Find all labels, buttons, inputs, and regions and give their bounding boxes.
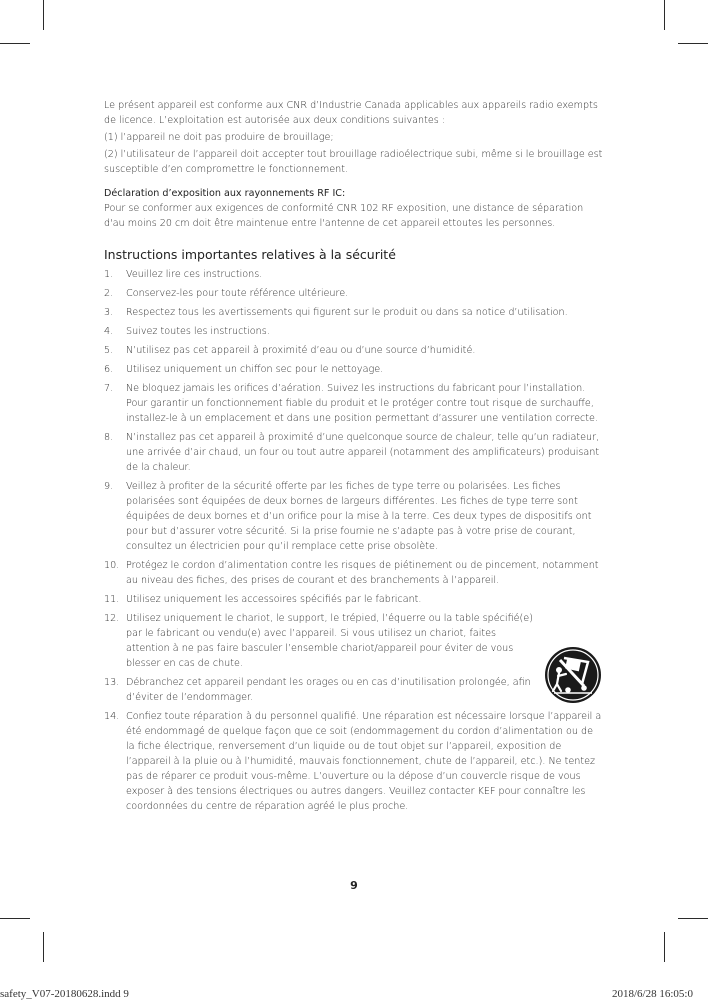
item-text: Débranchez cet appareil pendant les orages ou en cas d’inutilisation prolongée, afin d’éviter de l’endommager. (126, 677, 531, 703)
item-number: 11. (104, 594, 120, 605)
item-number: 4. (104, 326, 114, 337)
page-number: 9 (350, 879, 358, 892)
item-text: Veuillez lire ces instructions. (126, 269, 263, 280)
item-number: 5. (104, 345, 114, 356)
item-number: 14. (104, 711, 120, 722)
item-number: 13. (104, 677, 120, 688)
crop-mark (0, 43, 30, 44)
list-item (104, 611, 604, 671)
cart-tip-over-warning-icon (544, 646, 602, 704)
item-text: Utilisez uniquement les accessoires spécifiés par le fabricant. (126, 594, 422, 605)
item-number: 7. (104, 383, 114, 394)
item-number: 6. (104, 364, 114, 375)
list-item (104, 362, 604, 377)
item-text: N’utilisez pas cet appareil à proximité d’eau ou d’une source d’humidité. (126, 345, 476, 356)
rf-text: Pour se conformer aux exigences de conformité CNR 102 RF exposition, une distance de séparation d'au moins 20 cm doit être maintenue entre l'antenne de cet appareil ettoutes les personnes. (104, 203, 584, 229)
list-item (104, 324, 604, 339)
list-item (104, 479, 604, 554)
item-text: Conservez-les pour toute référence ultérieure. (126, 288, 349, 299)
item-number: 1. (104, 269, 114, 280)
safety-title: Instructions importantes relatives à la sécurité (104, 247, 396, 262)
list-item (104, 343, 604, 358)
list-item (104, 558, 604, 588)
item-text: Utilisez uniquement le chariot, le support, le trépied, l’équerre ou la table spécifié(e) par le fabricant ou vendu(e) avec l’appareil. Si vous utilisez un chariot, faites attention à ne pas faire basculer l’ensemble chariot/appareil pour éviter de vous blesser en cas de chute. (126, 613, 533, 669)
item-number: 10. (104, 560, 120, 571)
list-item (104, 592, 604, 607)
crop-mark (678, 43, 708, 44)
item-text: Utilisez uniquement un chiffon sec pour le nettoyage. (126, 364, 384, 375)
list-item (104, 286, 604, 301)
item-text: Veillez à profiter de la sécurité offerte par les fiches de type terre ou polarisées. Les fiches polarisées sont équipées de deux bornes de largeurs différentes. Les fiches de type terre sont équipées de deux bornes et d’un orifice pour la mise à la terre. Ces deux types de dispositifs ont pour but d’assurer votre sécurité. Si la prise fournie ne s’adapte pas à votre prise de courant, consultez un électricien pour qu’il remplace cette prise obsolète. (126, 481, 592, 552)
crop-mark (664, 0, 665, 30)
item-text: N’installez pas cet appareil à proximité d’une quelconque source de chaleur, telle qu’un radiateur, une arrivée d’air chaud, un four ou tout autre appareil (notamment des amplificateurs) produisant de la chaleur. (126, 432, 600, 473)
safety-list (104, 267, 604, 814)
crop-mark (43, 0, 44, 30)
print-slug-timestamp: 2018/6/28 16:05:0 (612, 988, 693, 1000)
item-text: Suivez toutes les instructions. (126, 326, 270, 337)
item-text: Confiez toute réparation à du personnel qualifié. Une réparation est nécessaire lorsque l’appareil a été endommagé de quelque façon que ce soit (endommagement du cordon d’alimentation ou de la fiche électrique, renversement d’un liquide ou de tout objet sur l’appareil, exposition de l’appareil à la pluie ou à l’humidité, mauvais fonctionnement, chute de l’appareil, etc.). Ne tentez pas de réparer ce produit vous-même. L’ouverture ou la dépose d’un couvercle risque de vous exposer à des tensions électriques ou autres dangers. Veuillez contacter KEF pour connaître les coordonnées du centre de réparation agréé le plus proche. (126, 711, 602, 812)
crop-mark (664, 932, 665, 962)
item-number: 12. (104, 613, 120, 624)
list-item (104, 675, 604, 705)
item-number: 9. (104, 481, 114, 492)
item-text: Ne bloquez jamais les orifices d’aération. Suivez les instructions du fabricant pour l’installation. Pour garantir un fonctionnement fiable du produit et le protéger contre tout risque de surchauffe, installez-le à un emplacement et dans une position permettant d’assurer une ventilation correcte. (126, 383, 598, 424)
list-item (104, 381, 604, 426)
item-text: Respectez tous les avertissements qui figurent sur le produit ou dans sa notice d’utilisation. (126, 307, 568, 318)
list-item (104, 430, 604, 475)
intro-paragraph: Le présent appareil est conforme aux CNR d’Industrie Canada applicables aux appareils radio exempts de licence. L’exploitation est autorisée aux deux conditions suivantes : (104, 100, 598, 126)
list-item (104, 267, 604, 282)
list-item (104, 709, 604, 814)
item-number: 3. (104, 307, 114, 318)
page-content (104, 98, 604, 818)
rf-heading: Déclaration d’exposition aux rayonnements RF IC: (104, 188, 346, 199)
print-slug-filename: safety_V07-20180628.indd 9 (0, 988, 129, 1000)
intro-condition-2: (2) l’utilisateur de l’appareil doit accepter tout brouillage radioélectrique subi, même si le brouillage est susceptible d’en compromettre le fonctionnement. (104, 149, 603, 175)
list-item (104, 305, 604, 320)
intro-condition-1: (1) l’appareil ne doit pas produire de brouillage; (104, 132, 334, 143)
crop-mark (43, 932, 44, 962)
crop-mark (678, 918, 708, 919)
item-number: 2. (104, 288, 114, 299)
item-number: 8. (104, 432, 114, 443)
crop-mark (0, 918, 30, 919)
item-text: Protégez le cordon d’alimentation contre les risques de piétinement ou de pincement, notamment au niveau des fiches, des prises de courant et des branchements à l’appareil. (126, 560, 599, 586)
